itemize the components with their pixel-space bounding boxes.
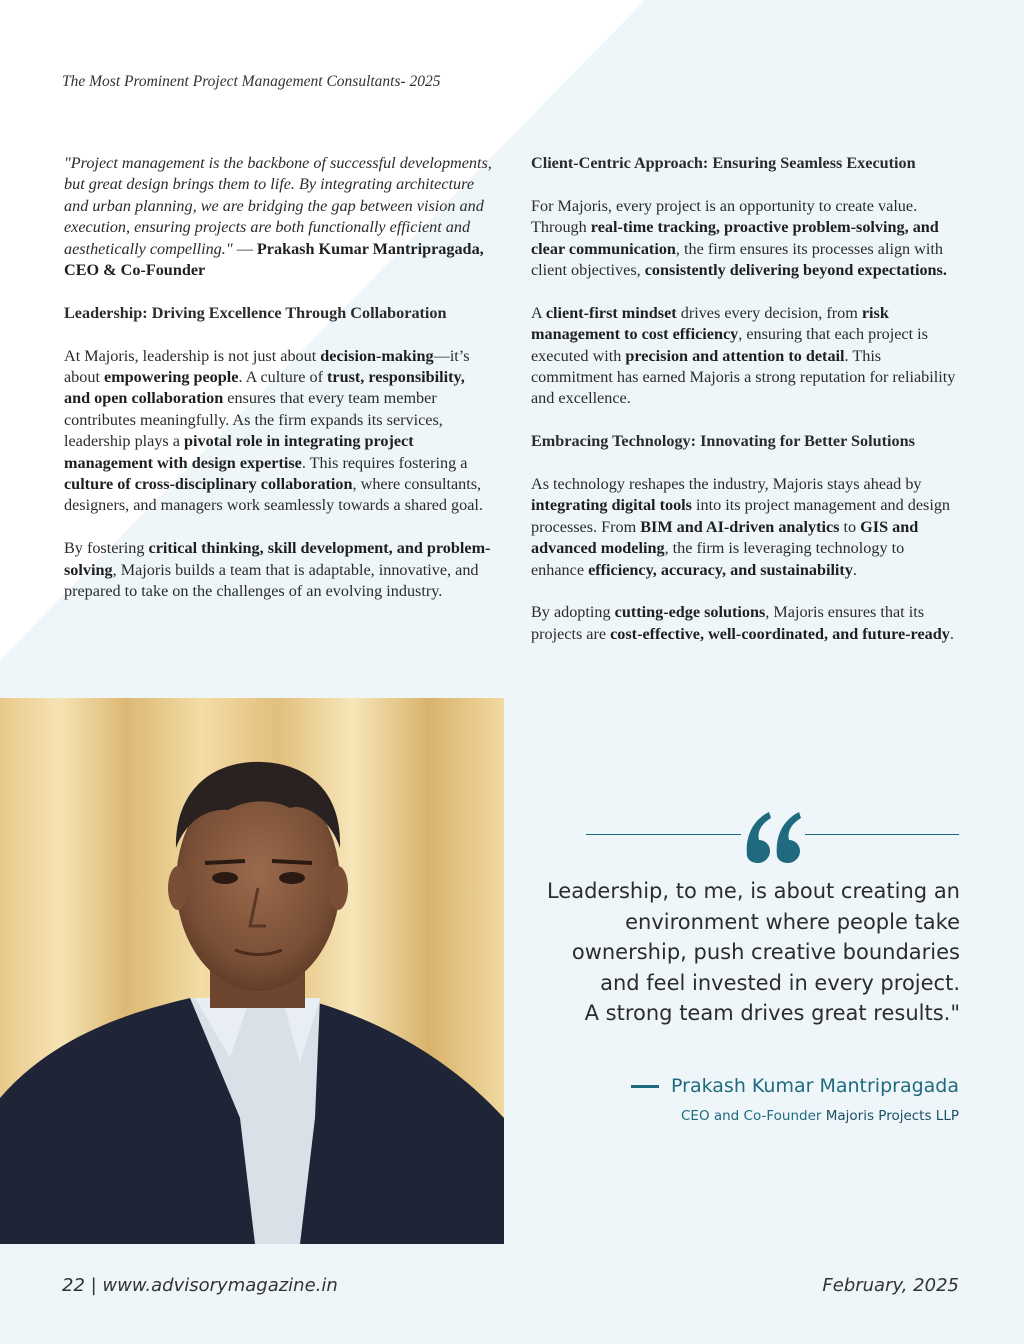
attribution-dash: [631, 1085, 659, 1088]
portrait-illustration: [0, 698, 504, 1244]
heading-leadership: Leadership: Driving Excellence Through Collaboration: [64, 303, 447, 322]
opening-quote-author: Prakash Kumar Mantripragada, CEO & Co-Founder: [64, 239, 484, 280]
opening-quote-paragraph: [64, 153, 492, 281]
pull-quote-line: Leadership, to me, is about creating an: [546, 879, 960, 903]
leadership-paragraph-2: By fostering critical thinking, skill development, and problem-solving, Majoris builds a team that is adaptable, innovative, and prepared to take on the challenges of an evolving industry.: [64, 539, 491, 601]
portrait-photo: [0, 698, 504, 1244]
opening-quote-text: "Project management is the backbone of successful developments, but great design brings them to life. By integrating architecture and urban planning, we are bridging the gap between vision and execution, ensuring projects are both functionally efficient and aesthetically compelling.": [64, 154, 492, 258]
pull-quote-rule-left: [586, 834, 741, 835]
pull-quote-line: and feel invested in every project.: [600, 970, 960, 995]
quote-mark-icon: [743, 800, 805, 870]
quote-dash: —: [232, 239, 257, 258]
client-paragraph-2: A client-first mindset drives every decision, from risk management to cost efficiency, ensuring that each project is executed with precision and attention to detail. This commitment has earned Majoris a strong reputation for reliability and excellence.: [531, 303, 956, 408]
pull-quote-line: environment where people take: [625, 909, 960, 934]
tech-paragraph-1: As technology reshapes the industry, Majoris stays ahead by integrating digital tools into its project management and design processes. From BIM and AI-driven analytics to GIS and advanced modeling, the firm is leveraging technology to enhance efficiency, accuracy, and sustainability.: [531, 475, 951, 579]
pull-quote-line: ownership, push creative boundaries: [571, 940, 960, 964]
leadership-paragraph-1: At Majoris, leadership is not just about decision-making—it’s about empowering people. A culture of trust, responsibility, and open collaboration ensures that every team member contributes meaningfully. As the firm expands its services, leadership plays a pivotal role in integrating project management with design expertise. This requires fostering a culture of cross-disciplinary collaboration, where consultants, designers, and managers work seamlessly towards a shared goal.: [64, 346, 483, 515]
pull-quote-line: A strong team drives great results.": [584, 1001, 960, 1025]
pull-quote: [540, 876, 960, 1029]
running-header: The Most Prominent Project Management Consultants- 2025: [62, 73, 441, 90]
tech-paragraph-2: By adopting cutting-edge solutions, Majoris ensures that its projects are cost-effective, well-coordinated, and future-ready.: [531, 603, 954, 643]
left-column: [64, 153, 492, 624]
right-column: [531, 153, 961, 667]
attribution-title: [681, 1108, 959, 1124]
attribution-role: CEO and Co-Founder: [680, 1108, 826, 1124]
attribution-company: Majoris Projects LLP: [825, 1108, 959, 1124]
heading-client-centric: Client-Centric Approach: Ensuring Seamless Execution: [531, 154, 916, 172]
pull-quote-rule-right: [805, 834, 959, 835]
client-paragraph-1: For Majoris, every project is an opportunity to create value. Through real-time tracking, proactive problem-solving, and clear communication, the firm ensures its processes align with client objectives, consistently delivering beyond expectations.: [531, 196, 947, 280]
footer-date: February, 2025: [822, 1275, 959, 1296]
footer-page-url: 22 | www.advisorymagazine.in: [62, 1275, 338, 1296]
heading-technology: Embracing Technology: Innovating for Better Solutions: [531, 432, 915, 451]
pull-quote-attribution: [631, 1075, 959, 1097]
attribution-author: Prakash Kumar Mantripragada: [671, 1075, 959, 1097]
